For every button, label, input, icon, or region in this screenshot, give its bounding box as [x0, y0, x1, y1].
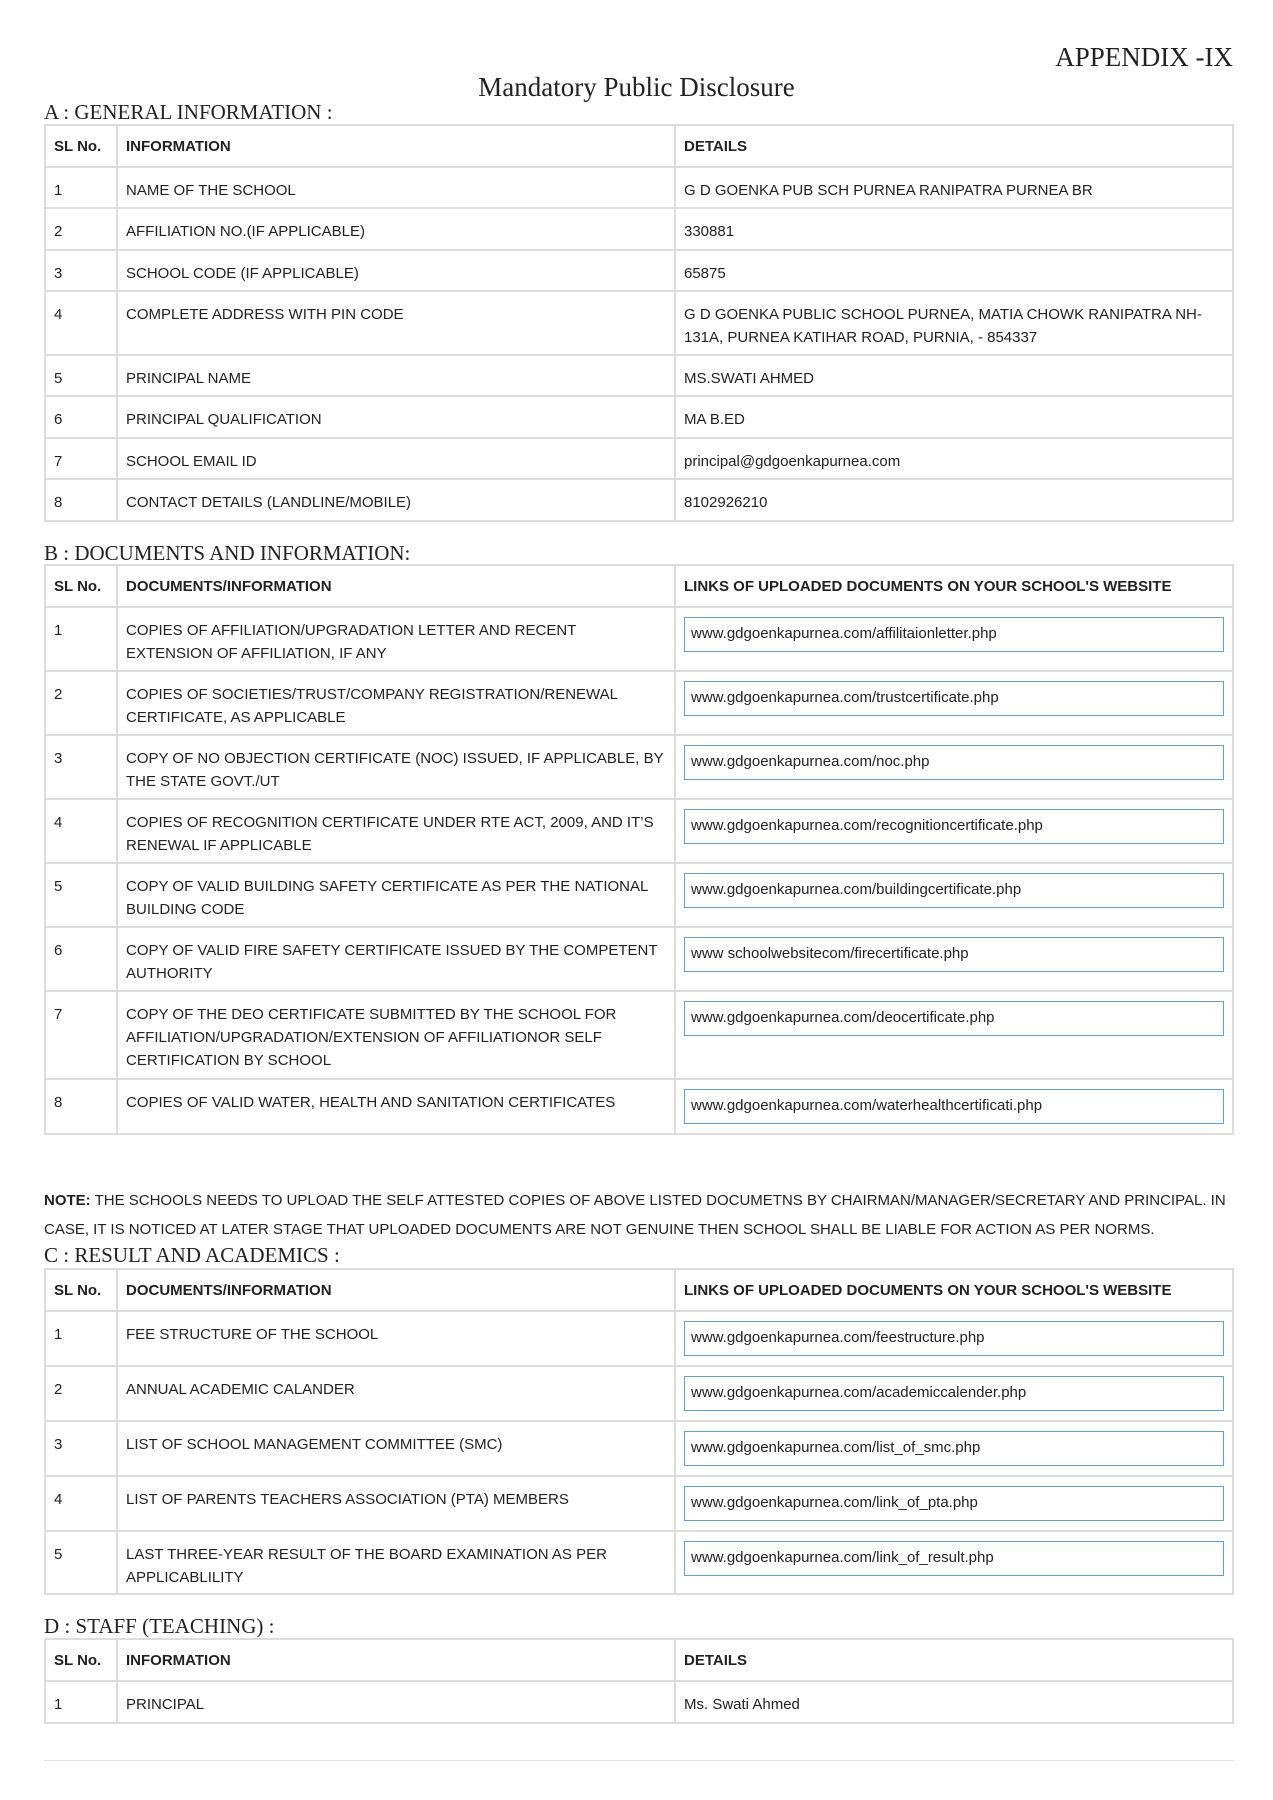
header-row	[45, 1269, 1233, 1311]
info-cell: ANNUAL ACADEMIC CALANDER	[117, 1366, 675, 1421]
table-row	[45, 671, 1233, 735]
table-row	[45, 1421, 1233, 1476]
column-header: INFORMATION	[117, 1639, 675, 1681]
serial-cell: 4	[45, 1476, 117, 1531]
table-row	[45, 208, 1233, 250]
column-header: DETAILS	[675, 1639, 1233, 1681]
note	[44, 1186, 1234, 1244]
column-header: DETAILS	[675, 125, 1233, 167]
section-c-heading: C : RESULT AND ACADEMICS :	[44, 1243, 340, 1267]
serial-cell: 3	[45, 735, 117, 799]
info-cell: PRINCIPAL QUALIFICATION	[117, 396, 675, 438]
table-row	[45, 250, 1233, 291]
column-header: DOCUMENTS/INFORMATION	[117, 1269, 675, 1311]
document-link[interactable]: www.gdgoenkapurnea.com/link_of_result.php	[684, 1541, 1224, 1576]
info-cell: AFFILIATION NO.(IF APPLICABLE)	[117, 208, 675, 250]
info-cell: COPIES OF VALID WATER, HEALTH AND SANITATION CERTIFICATES	[117, 1079, 675, 1134]
document-link[interactable]: www.gdgoenkapurnea.com/waterhealthcertificati.php	[684, 1089, 1224, 1124]
table-row	[45, 438, 1233, 479]
link-cell	[675, 1079, 1233, 1134]
document-link[interactable]: www schoolwebsitecom/firecertificate.php	[684, 937, 1224, 972]
link-cell	[675, 671, 1233, 735]
column-header: SL No.	[45, 1269, 117, 1311]
info-cell: 330881	[675, 208, 1233, 250]
table-row	[45, 1311, 1233, 1366]
info-cell: 8102926210	[675, 479, 1233, 521]
serial-cell: 3	[45, 250, 117, 291]
serial-cell: 6	[45, 396, 117, 438]
header-row	[45, 1639, 1233, 1681]
link-cell	[675, 991, 1233, 1079]
info-cell: COPY OF VALID BUILDING SAFETY CERTIFICATE AS PER THE NATIONAL BUILDING CODE	[117, 863, 675, 927]
serial-cell: 2	[45, 208, 117, 250]
results-table	[44, 1268, 1234, 1595]
info-cell: 65875	[675, 250, 1233, 291]
section-d-heading: D : STAFF (TEACHING) :	[44, 1614, 275, 1638]
serial-cell: 1	[45, 1311, 117, 1366]
info-cell: COPY OF VALID FIRE SAFETY CERTIFICATE ISSUED BY THE COMPETENT AUTHORITY	[117, 927, 675, 991]
column-header: LINKS OF UPLOADED DOCUMENTS ON YOUR SCHOOL'S WEBSITE	[675, 1269, 1233, 1311]
info-cell: LIST OF PARENTS TEACHERS ASSOCIATION (PTA) MEMBERS	[117, 1476, 675, 1531]
document-link[interactable]: www.gdgoenkapurnea.com/academiccalender.php	[684, 1376, 1224, 1411]
info-cell: LIST OF SCHOOL MANAGEMENT COMMITTEE (SMC)	[117, 1421, 675, 1476]
document-link[interactable]: www.gdgoenkapurnea.com/trustcertificate.php	[684, 681, 1224, 716]
section-b-heading: B : DOCUMENTS AND INFORMATION:	[44, 541, 411, 565]
serial-cell: 4	[45, 291, 117, 355]
info-cell: MS.SWATI AHMED	[675, 355, 1233, 396]
info-cell: MA B.ED	[675, 396, 1233, 438]
info-cell: FEE STRUCTURE OF THE SCHOOL	[117, 1311, 675, 1366]
serial-cell: 4	[45, 799, 117, 863]
serial-cell: 1	[45, 167, 117, 208]
column-header: SL No.	[45, 125, 117, 167]
document-link[interactable]: www.gdgoenkapurnea.com/link_of_pta.php	[684, 1486, 1224, 1521]
info-cell: COMPLETE ADDRESS WITH PIN CODE	[117, 291, 675, 355]
column-header: DOCUMENTS/INFORMATION	[117, 565, 675, 607]
serial-cell: 5	[45, 863, 117, 927]
note-text: THE SCHOOLS NEEDS TO UPLOAD THE SELF ATTESTED COPIES OF ABOVE LISTED DOCUMETNS BY CHAIRMAN/MANAGER/SECRETARY AND PRINCIPAL. IN CASE, IT IS NOTICED AT LATER STAGE THAT UPLOADED DOCUMENTS ARE NOT GENUINE THEN SCHOOL SHALL BE LIABLE FOR ACTION AS PER NORMS.	[44, 1192, 1226, 1238]
header-row	[45, 125, 1233, 167]
document-link[interactable]: www.gdgoenkapurnea.com/recognitioncertificate.php	[684, 809, 1224, 844]
table-row	[45, 291, 1233, 355]
link-cell	[675, 799, 1233, 863]
serial-cell: 3	[45, 1421, 117, 1476]
serial-cell: 6	[45, 927, 117, 991]
info-cell: LAST THREE-YEAR RESULT OF THE BOARD EXAMINATION AS PER APPLICABLILITY	[117, 1531, 675, 1594]
column-header: INFORMATION	[117, 125, 675, 167]
link-cell	[675, 1366, 1233, 1421]
table-row	[45, 167, 1233, 208]
section-a-heading: A : GENERAL INFORMATION :	[44, 100, 333, 124]
serial-cell: 7	[45, 991, 117, 1079]
link-cell	[675, 1311, 1233, 1366]
serial-cell: 2	[45, 671, 117, 735]
table-row	[45, 396, 1233, 438]
link-cell	[675, 607, 1233, 671]
info-cell: SCHOOL EMAIL ID	[117, 438, 675, 479]
divider	[44, 1760, 1234, 1761]
document-link[interactable]: www.gdgoenkapurnea.com/noc.php	[684, 745, 1224, 780]
appendix-label: APPENDIX -IX	[1055, 42, 1233, 72]
table-row	[45, 1079, 1233, 1134]
info-cell: COPIES OF RECOGNITION CERTIFICATE UNDER RTE ACT, 2009, AND IT’S RENEWAL IF APPLICABLE	[117, 799, 675, 863]
header-row	[45, 565, 1233, 607]
serial-cell: 5	[45, 1531, 117, 1594]
document-link[interactable]: www.gdgoenkapurnea.com/buildingcertificate.php	[684, 873, 1224, 908]
link-cell	[675, 927, 1233, 991]
serial-cell: 8	[45, 1079, 117, 1134]
info-cell: PRINCIPAL	[117, 1681, 675, 1723]
info-cell: principal@gdgoenkapurnea.com	[675, 438, 1233, 479]
table-row	[45, 799, 1233, 863]
document-link[interactable]: www.gdgoenkapurnea.com/list_of_smc.php	[684, 1431, 1224, 1466]
serial-cell: 5	[45, 355, 117, 396]
note-label: NOTE:	[44, 1192, 91, 1209]
link-cell	[675, 1476, 1233, 1531]
table-row	[45, 607, 1233, 671]
table-row	[45, 355, 1233, 396]
info-cell: COPIES OF AFFILIATION/UPGRADATION LETTER AND RECENT EXTENSION OF AFFILIATION, IF ANY	[117, 607, 675, 671]
documents-table	[44, 564, 1234, 1135]
serial-cell: 1	[45, 1681, 117, 1723]
info-cell: CONTACT DETAILS (LANDLINE/MOBILE)	[117, 479, 675, 521]
column-header: SL No.	[45, 1639, 117, 1681]
table-row	[45, 479, 1233, 521]
info-cell: COPIES OF SOCIETIES/TRUST/COMPANY REGISTRATION/RENEWAL CERTIFICATE, AS APPLICABLE	[117, 671, 675, 735]
document-link[interactable]: www.gdgoenkapurnea.com/feestructure.php	[684, 1321, 1224, 1356]
link-cell	[675, 1531, 1233, 1594]
info-cell: COPY OF THE DEO CERTIFICATE SUBMITTED BY THE SCHOOL FOR AFFILIATION/UPGRADATION/EXTENSION OF AFFILIATIONOR SELF CERTIFICATION BY SCHOOL	[117, 991, 675, 1079]
staff-table	[44, 1638, 1234, 1724]
table-row	[45, 927, 1233, 991]
page-title: Mandatory Public Disclosure	[478, 72, 795, 102]
link-cell	[675, 1421, 1233, 1476]
link-cell	[675, 863, 1233, 927]
serial-cell: 7	[45, 438, 117, 479]
table-row	[45, 991, 1233, 1079]
table-row	[45, 1681, 1233, 1723]
table-row	[45, 863, 1233, 927]
info-cell: NAME OF THE SCHOOL	[117, 167, 675, 208]
general-info-table	[44, 124, 1234, 522]
table-row	[45, 1531, 1233, 1594]
table-row	[45, 1476, 1233, 1531]
serial-cell: 2	[45, 1366, 117, 1421]
column-header: SL No.	[45, 565, 117, 607]
column-header: LINKS OF UPLOADED DOCUMENTS ON YOUR SCHOOL'S WEBSITE	[675, 565, 1233, 607]
info-cell: SCHOOL CODE (IF APPLICABLE)	[117, 250, 675, 291]
info-cell: PRINCIPAL NAME	[117, 355, 675, 396]
info-cell: COPY OF NO OBJECTION CERTIFICATE (NOC) ISSUED, IF APPLICABLE, BY THE STATE GOVT./UT	[117, 735, 675, 799]
document-link[interactable]: www.gdgoenkapurnea.com/deocertificate.php	[684, 1001, 1224, 1036]
info-cell: G D GOENKA PUB SCH PURNEA RANIPATRA PURNEA BR	[675, 167, 1233, 208]
table-row	[45, 735, 1233, 799]
info-cell: Ms. Swati Ahmed	[675, 1681, 1233, 1723]
link-cell	[675, 735, 1233, 799]
serial-cell: 1	[45, 607, 117, 671]
table-row	[45, 1366, 1233, 1421]
serial-cell: 8	[45, 479, 117, 521]
document-link[interactable]: www.gdgoenkapurnea.com/affilitaionletter.php	[684, 617, 1224, 652]
info-cell: G D GOENKA PUBLIC SCHOOL PURNEA, MATIA CHOWK RANIPATRA NH-131A, PURNEA KATIHAR ROAD, PURNIA, - 854337	[675, 291, 1233, 355]
